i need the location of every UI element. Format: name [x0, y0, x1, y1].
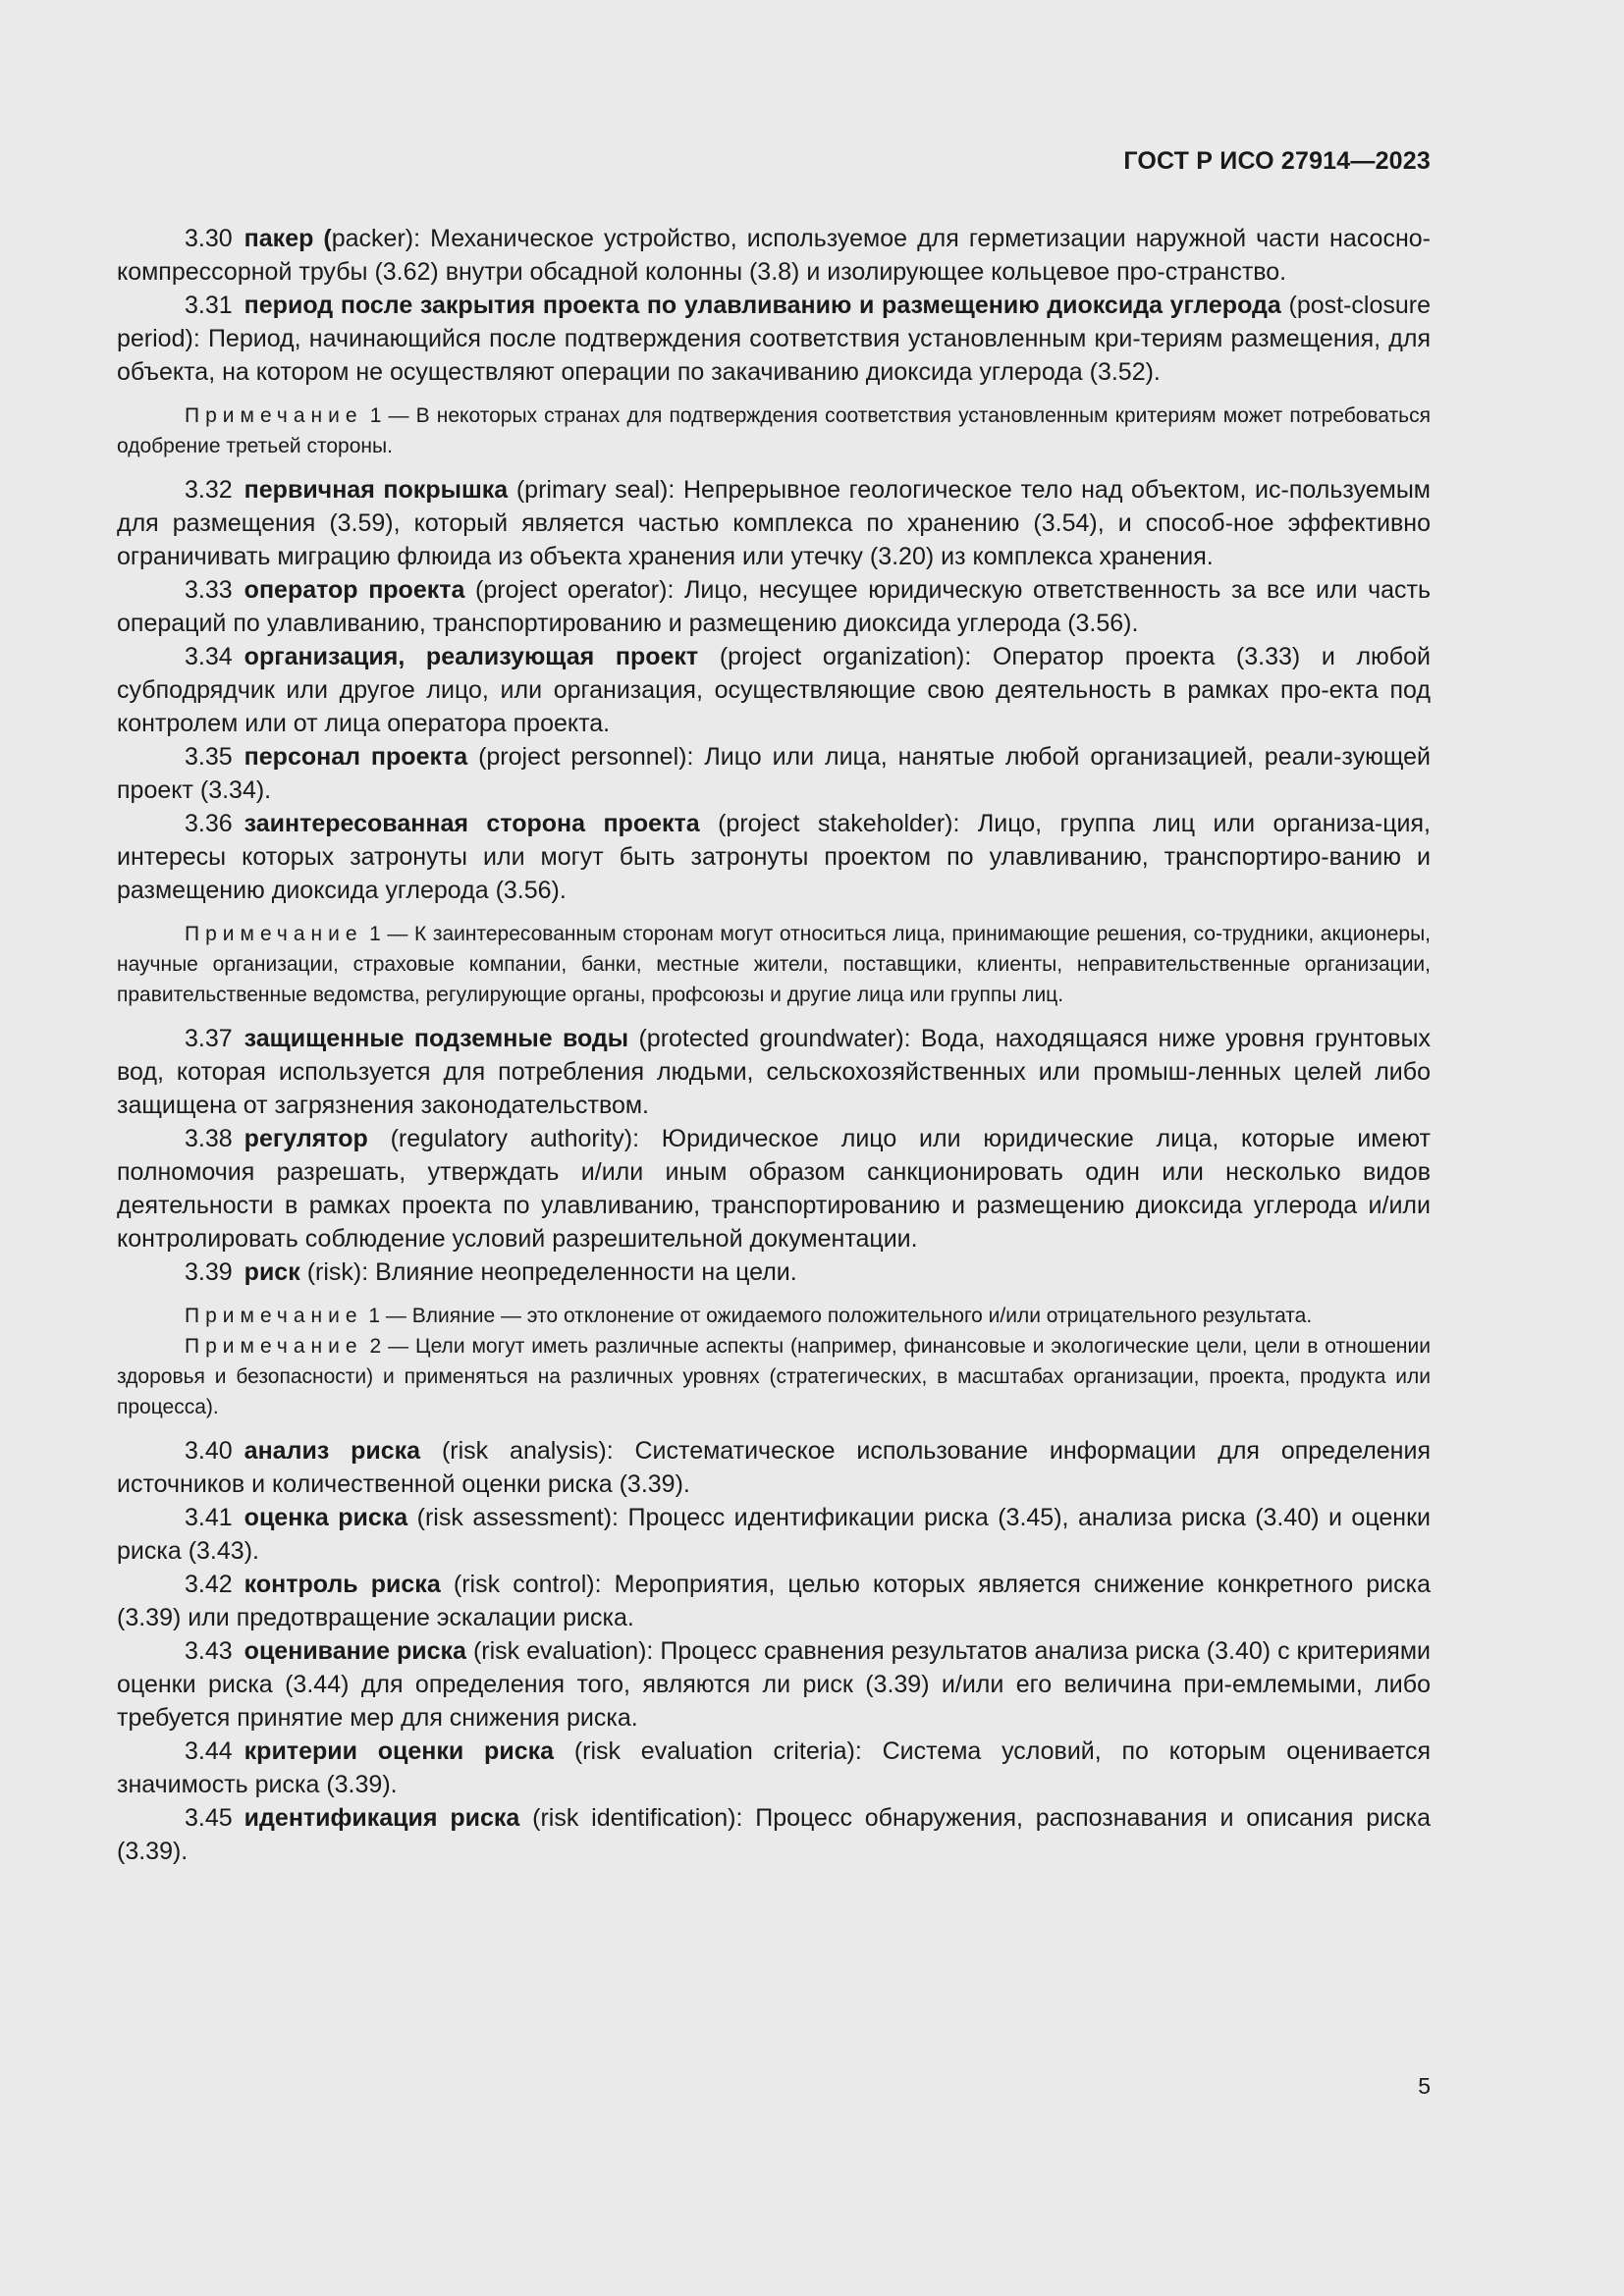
term-note — [117, 1301, 1431, 1331]
term-number: 3.38 — [185, 1125, 233, 1152]
term-name: заинтересованная сторона проекта — [244, 810, 700, 837]
term-entry — [117, 1501, 1431, 1568]
page-number: 5 — [1418, 2073, 1431, 2099]
term-number: 3.35 — [185, 743, 233, 771]
term-entry — [117, 289, 1431, 389]
term-definition: (risk identification): Процесс обнаружения, распознавания и описания риска (3.39). — [117, 1804, 1431, 1865]
term-definition: (risk): Влияние неопределенности на цели. — [306, 1258, 797, 1286]
term-name: организация, реализующая проект — [244, 643, 699, 670]
note-label: Примечание — [185, 1335, 363, 1358]
term-name: оценка риска — [244, 1504, 408, 1531]
term-entry — [117, 222, 1431, 289]
term-name: критерии оценки риска — [244, 1737, 555, 1765]
note-text: 2 — Цели могут иметь различные аспекты (например, финансовые и экологические цели, цели в отношении здоровья и безопасности) и применяться на различных уровнях (стратегических, в масштабах организации, проекта, продукта или процесса). — [117, 1335, 1431, 1418]
term-note — [117, 919, 1431, 1010]
term-definition: (risk control): Мероприятия, целью которых является снижение конкретного риска (3.39) или предотвращение эскалации риска. — [117, 1571, 1432, 1631]
term-entry — [117, 1255, 1431, 1289]
term-number: 3.40 — [185, 1437, 233, 1465]
term-name: персонал проекта — [244, 743, 468, 771]
term-definition: (primary seal): Непрерывное геологическое тело над объектом, ис-пользуемым для размещения (3.59), который является частью комплекса по хранению (3.54), и способ-ное эффективно ограничивать миграцию флюида из объекта хранения или утечку (3.20) из комплекса хранения. — [117, 476, 1431, 570]
note-label: Примечание — [185, 923, 363, 945]
term-definition: (protected groundwater): Вода, находящаяся ниже уровня грунтовых вод, которая используется для потребления людьми, сельскохозяйственных или промыш-ленных целей либо защищена от загрязнения законодательством. — [117, 1025, 1431, 1119]
term-number: 3.45 — [185, 1804, 233, 1832]
term-name: оценивание риска — [244, 1637, 466, 1665]
term-number: 3.30 — [185, 225, 233, 252]
document-header-title: ГОСТ Р ИСО 27914—2023 — [1123, 147, 1431, 175]
term-definition: (project stakeholder): Лицо, группа лиц или организа-ция, интересы которых затронуты или могут быть затронуты проектом по улавливанию, транспортиро-ванию и размещению диоксида углерода (3.56). — [117, 810, 1431, 904]
note-label: Примечание — [185, 1305, 363, 1327]
term-definition: (post-closure period): Период, начинающийся после подтверждения соответствия установленным кри-териям размещения, для объекта, на котором не осуществляют операции по закачиванию диоксида углерода (3.52). — [117, 292, 1431, 386]
term-entry — [117, 1122, 1431, 1255]
term-name: пакер ( — [244, 225, 332, 252]
term-note — [117, 400, 1431, 461]
term-number: 3.37 — [185, 1025, 233, 1052]
term-name: оператор проекта — [244, 576, 465, 604]
term-entry — [117, 573, 1431, 640]
term-entry — [117, 1634, 1431, 1735]
term-entry — [117, 1801, 1431, 1868]
note-text: 1 — К заинтересованным сторонам могут относиться лица, принимающие решения, со-трудники, акционеры, научные организации, страховые компании, банки, местные жители, поставщики, клиенты, неправительственные организации, правительственные ведомства, регулирующие органы, профсоюзы и другие лица или группы лиц. — [117, 923, 1431, 1006]
term-number: 3.42 — [185, 1571, 233, 1598]
term-definition: (risk evaluation criteria): Система условий, по которым оценивается значимость риска (3.39). — [117, 1737, 1431, 1798]
term-number: 3.36 — [185, 810, 233, 837]
term-definition: (risk assessment): Процесс идентификации риска (3.45), анализа риска (3.40) и оценки риска (3.43). — [117, 1504, 1431, 1565]
term-number: 3.44 — [185, 1737, 233, 1765]
term-number: 3.32 — [185, 476, 233, 504]
note-text: 1 — Влияние — это отклонение от ожидаемого положительного и/или отрицательного результата. — [368, 1305, 1313, 1327]
note-text: 1 — В некоторых странах для подтверждения соответствия установленным критериям может потребоваться одобрение третьей стороны. — [117, 404, 1431, 457]
term-number: 3.39 — [185, 1258, 233, 1286]
term-definition: (risk evaluation): Процесс сравнения результатов анализа риска (3.40) с критериями оценки риска (3.44) для определения того, являются ли риск (3.39) и/или его величина при-емлемыми, либо требуется принятие мер для снижения риска. — [117, 1637, 1432, 1732]
term-entry — [117, 640, 1431, 740]
term-entry — [117, 740, 1431, 807]
term-entry — [117, 807, 1431, 907]
term-entry — [117, 1022, 1431, 1122]
term-number: 3.33 — [185, 576, 233, 604]
term-number: 3.43 — [185, 1637, 233, 1665]
term-note — [117, 1331, 1431, 1422]
term-number: 3.31 — [185, 292, 233, 319]
term-entry — [117, 1568, 1431, 1634]
term-number: 3.41 — [185, 1504, 233, 1531]
term-definition: (project personnel): Лицо или лица, нанятые любой организацией, реали-зующей проект (3.34). — [117, 743, 1431, 804]
term-definition: (risk analysis): Систематическое использование информации для определения источников и количественной оценки риска (3.39). — [117, 1437, 1431, 1498]
note-label: Примечание — [185, 404, 363, 427]
term-name: первичная покрышка — [244, 476, 509, 504]
term-entry — [117, 1735, 1431, 1801]
term-definition: (regulatory authority): Юридическое лицо или юридические лица, которые имеют полномочия разрешать, утверждать и/или иным образом санкционировать один или несколько видов деятельности в рамках проекта по улавливанию, транспортированию и размещению диоксида углерода и/или контролировать соблюдение условий разрешительной документации. — [117, 1125, 1431, 1253]
term-name: риск — [244, 1258, 300, 1286]
term-entry — [117, 473, 1431, 573]
term-name: защищенные подземные воды — [244, 1025, 629, 1052]
term-definition: (project organization): Оператор проекта (3.33) и любой субподрядчик или другое лицо, или организация, осуществляющие свою деятельность в рамках про-екта под контролем или от лица оператора проекта. — [117, 643, 1431, 737]
term-definition: packer): Механическое устройство, используемое для герметизации наружной части насосно-компрессорной трубы (3.62) внутри обсадной колонны (3.8) и изолирующее кольцевое про-странство. — [117, 225, 1431, 286]
term-name: период после закрытия проекта по улавливанию и размещению диоксида углерода — [244, 292, 1281, 319]
term-name: контроль риска — [244, 1571, 441, 1598]
term-name: регулятор — [244, 1125, 368, 1152]
term-number: 3.34 — [185, 643, 233, 670]
term-definition: (project operator): Лицо, несущее юридическую ответственность за все или часть операций по улавливанию, транспортированию и размещению диоксида углерода (3.56). — [117, 576, 1432, 637]
term-name: идентификация риска — [244, 1804, 520, 1832]
terms-content — [117, 222, 1431, 1868]
term-entry — [117, 1434, 1431, 1501]
term-name: анализ риска — [244, 1437, 421, 1465]
